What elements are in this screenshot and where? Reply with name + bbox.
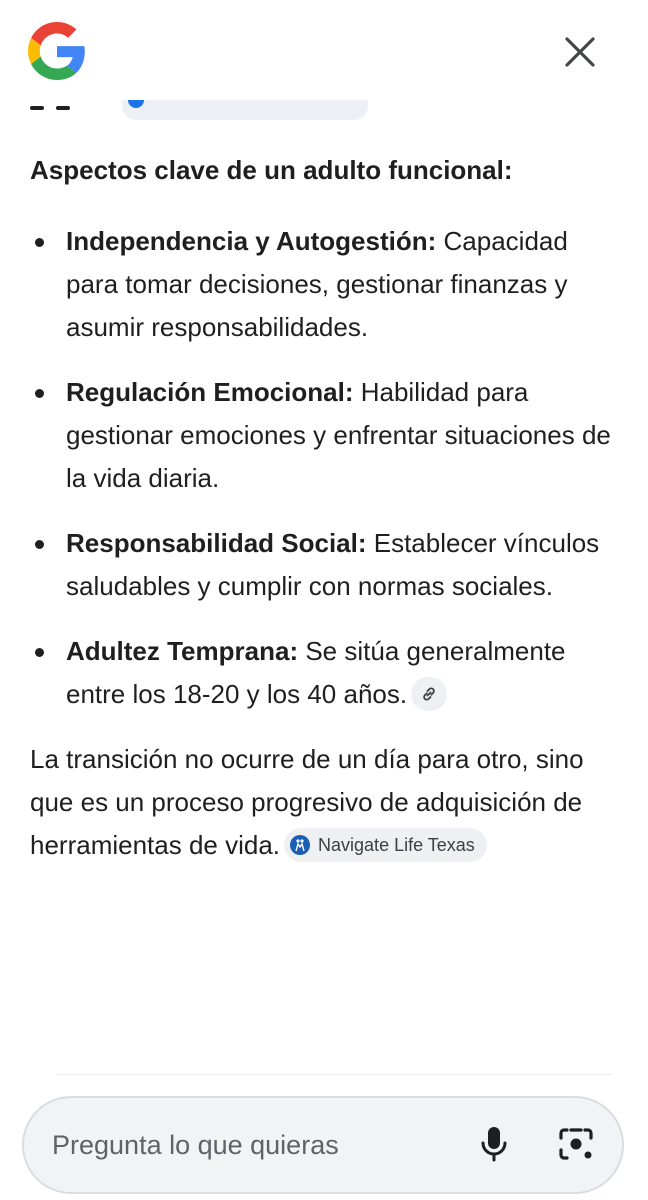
clipped-text-fragment (30, 98, 90, 112)
list-item (30, 220, 622, 349)
source-chip-label: Navigate Life Texas (318, 834, 475, 855)
top-bar (0, 0, 648, 100)
close-icon (563, 35, 597, 69)
ask-input[interactable]: Pregunta lo que quieras (52, 1130, 339, 1160)
google-g-icon (28, 22, 86, 80)
summary-text: La transición no ocurre de un día para otro, sino que es un proceso progresivo de adquisición de herramientas de vida. (30, 744, 584, 860)
list-item (30, 522, 622, 608)
answer-heading: Aspectos clave de un adulto funcional: (30, 155, 513, 185)
list-item (30, 371, 622, 500)
close-button[interactable] (556, 28, 604, 76)
source-link-chip[interactable] (411, 677, 447, 711)
camera-lens-icon (558, 1127, 594, 1161)
point-term: Responsabilidad Social: (66, 528, 367, 558)
point-text: Se sitúa generalmente entre los 18-20 y los 40 años. (66, 636, 566, 709)
point-text: Habilidad para gestionar emociones y enfrentar situaciones de la vida diaria. (66, 377, 611, 493)
clipped-source-chip[interactable] (122, 98, 368, 120)
divider (56, 1074, 612, 1075)
microphone-icon (479, 1125, 509, 1163)
ai-answer (30, 148, 622, 867)
ask-bar[interactable] (22, 1096, 624, 1194)
mic-button[interactable] (472, 1122, 516, 1166)
link-icon (420, 685, 438, 703)
summary-paragraph (30, 738, 622, 867)
source-chip[interactable] (284, 828, 487, 862)
navigate-life-texas-icon (290, 835, 310, 855)
point-term: Independencia y Autogestión: (66, 226, 437, 256)
point-text: Capacidad para tomar decisiones, gestionar finanzas y asumir responsabilidades. (66, 226, 568, 342)
list-item (30, 630, 622, 716)
key-points-list (30, 220, 622, 716)
lens-button[interactable] (554, 1122, 598, 1166)
point-term: Regulación Emocional: (66, 377, 354, 407)
point-text: Establecer vínculos saludables y cumplir con normas sociales. (66, 528, 600, 601)
point-term: Adultez Temprana: (66, 636, 299, 666)
